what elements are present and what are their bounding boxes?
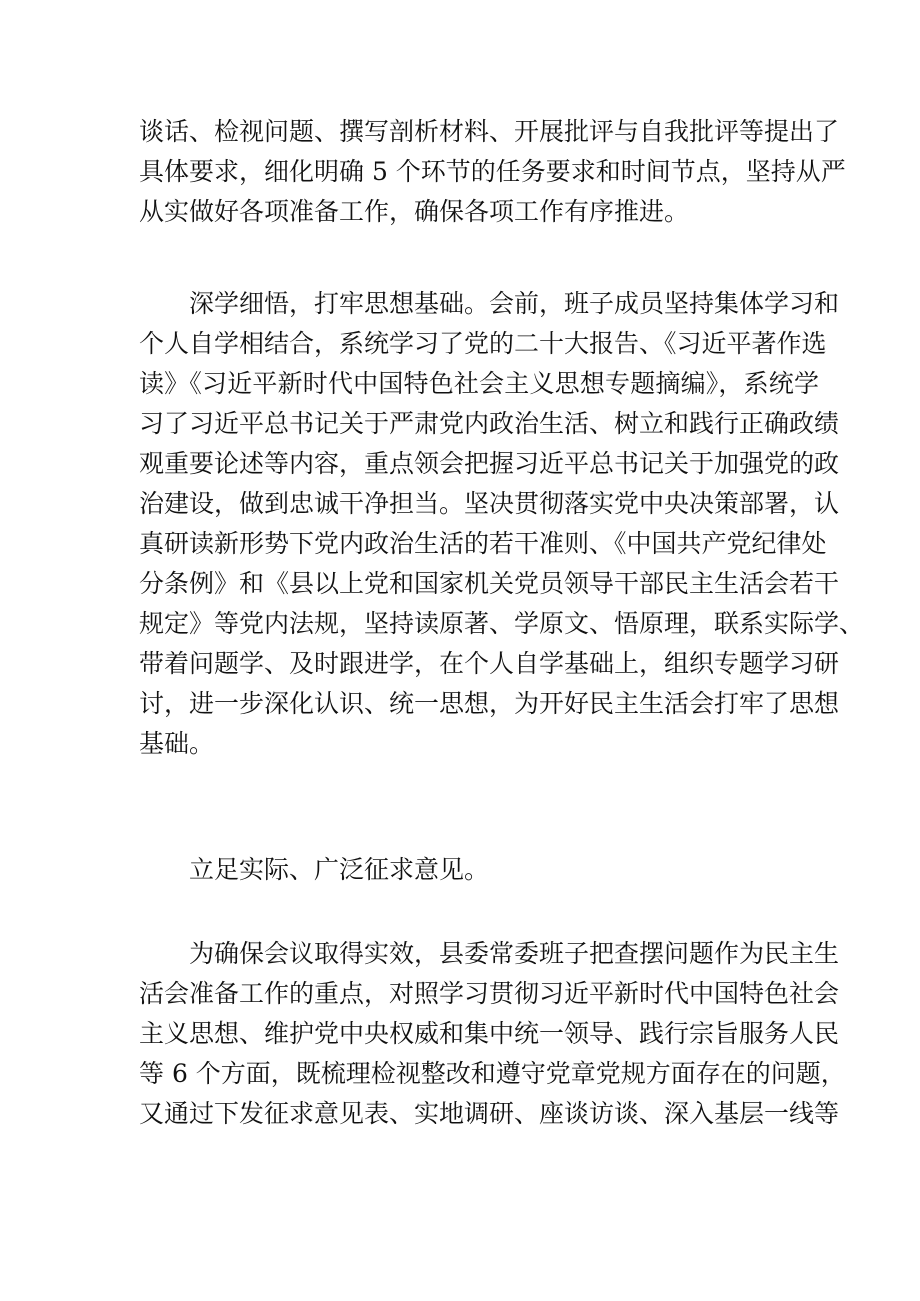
paragraph-line: 活会准备工作的重点，对照学习贯彻习近平新时代中国特色社会 <box>139 979 840 1008</box>
paragraph-line: 分条例》和《县以上党和国家机关党员领导干部民主生活会若干 <box>139 569 840 598</box>
paragraph-line: 主义思想、维护党中央权威和集中统一领导、践行宗旨服务人民 <box>139 1019 840 1048</box>
paragraph-line: 谈话、检视问题、撰写剖析材料、开展批评与自我批评等提出了 <box>139 117 840 146</box>
paragraph-line: 为确保会议取得实效，县委常委班子把查摆问题作为民主生 <box>189 939 840 968</box>
paragraph-1 <box>139 112 846 232</box>
paragraph-line: 从实做好各项准备工作，确保各项工作有序推进。 <box>139 197 690 226</box>
paragraph-line: 带着问题学、及时跟进学，在个人自学基础上，组织专题学习研 <box>139 649 840 678</box>
paragraph-line: 个人自学相结合，系统学习了党的二十大报告、《习近平著作选 <box>139 329 827 358</box>
paragraph-line: 讨，进一步深化认识、统一思想，为开好民主生活会打牢了思想 <box>139 689 840 718</box>
paragraph-line: 等 6 个方面，既梳理检视整改和遵守党章党规方面存在的问题， <box>139 1059 846 1088</box>
paragraph-line: 又通过下发征求意见表、实地调研、座谈访谈、深入基层一线等 <box>139 1099 840 1128</box>
paragraph-line: 立足实际、广泛征求意见。 <box>189 855 490 884</box>
paragraph-4 <box>139 934 846 1134</box>
paragraph-line: 真研读新形势下党内政治生活的若干准则、《中国共产党纪律处 <box>139 529 827 558</box>
paragraph-line: 观重要论述等内容，重点领会把握习近平总书记关于加强党的政 <box>139 449 840 478</box>
paragraph-line: 治建设，做到忠诚干净担当。坚决贯彻落实党中央决策部署，认 <box>139 489 840 518</box>
paragraph-line: 规定》等党内法规，坚持读原著、学原文、悟原理，联系实际学、 <box>139 609 865 638</box>
paragraph-line: 读》《习近平新时代中国特色社会主义思想专题摘编》，系统学 <box>139 369 819 398</box>
paragraph-line: 具体要求，细化明确 5 个环节的任务要求和时间节点，坚持从严 <box>139 157 846 186</box>
paragraph-3 <box>139 850 819 890</box>
paragraph-2 <box>139 284 865 764</box>
paragraph-line: 基础。 <box>139 729 215 758</box>
paragraph-line: 深学细悟，打牢思想基础。会前，班子成员坚持集体学习和 <box>189 289 840 318</box>
paragraph-line: 习了习近平总书记关于严肃党内政治生活、树立和践行正确政绩 <box>139 409 840 438</box>
